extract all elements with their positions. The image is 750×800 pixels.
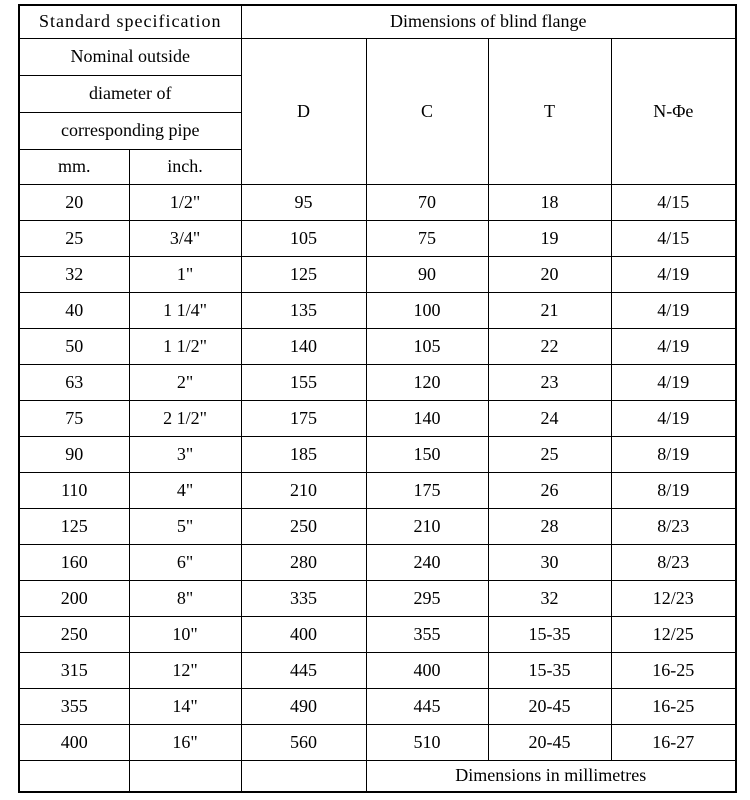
cell: 4/15 [611,184,736,220]
cell: 26 [488,472,611,508]
cell: 10" [129,616,241,652]
table-row [19,364,736,400]
cell: 63 [19,364,129,400]
table-row [19,436,736,472]
cell: 4/19 [611,364,736,400]
cell: 70 [366,184,488,220]
cell: 4" [129,472,241,508]
table-row [19,472,736,508]
cell: 15-35 [488,652,611,688]
cell: 12/23 [611,580,736,616]
cell: 22 [488,328,611,364]
cell: 105 [366,328,488,364]
cell: 12/25 [611,616,736,652]
cell: 8" [129,580,241,616]
unit-inch-header: inch. [129,149,241,184]
cell: 250 [19,616,129,652]
table-row [19,220,736,256]
cell: 250 [241,508,366,544]
table-row [19,616,736,652]
cell: 16" [129,724,241,760]
table-row [19,184,736,220]
cell: 20 [488,256,611,292]
cell: 355 [366,616,488,652]
nominal-line-1: Nominal outside [19,38,241,75]
cell: 175 [241,400,366,436]
cell: 1 1/2" [129,328,241,364]
cell: 140 [241,328,366,364]
cell: 28 [488,508,611,544]
empty-cell [241,760,366,792]
cell: 1/2" [129,184,241,220]
cell: 445 [241,652,366,688]
blind-flange-table [18,4,737,793]
empty-cell [129,760,241,792]
cell: 110 [19,472,129,508]
cell: 400 [19,724,129,760]
footer-note: Dimensions in millimetres [366,760,736,792]
cell: 3/4" [129,220,241,256]
cell: 200 [19,580,129,616]
cell: 8/19 [611,472,736,508]
cell: 140 [366,400,488,436]
cell: 75 [366,220,488,256]
cell: 20 [19,184,129,220]
cell: 335 [241,580,366,616]
cell: 16-25 [611,652,736,688]
table-row [19,256,736,292]
col-header-t: T [488,38,611,184]
cell: 400 [241,616,366,652]
cell: 400 [366,652,488,688]
cell: 15-35 [488,616,611,652]
footer-row [19,760,736,792]
cell: 100 [366,292,488,328]
cell: 30 [488,544,611,580]
cell: 490 [241,688,366,724]
cell: 2" [129,364,241,400]
cell: 19 [488,220,611,256]
nominal-line-2: diameter of [19,75,241,112]
table-row [19,652,736,688]
nominal-row-1 [19,38,736,75]
blind-flange-header: Dimensions of blind flange [241,5,736,38]
cell: 1" [129,256,241,292]
cell: 295 [366,580,488,616]
table-row [19,724,736,760]
cell: 5" [129,508,241,544]
col-header-d: D [241,38,366,184]
empty-cell [19,760,129,792]
cell: 4/15 [611,220,736,256]
cell: 125 [241,256,366,292]
cell: 20-45 [488,724,611,760]
table-row [19,508,736,544]
cell: 120 [366,364,488,400]
cell: 23 [488,364,611,400]
cell: 185 [241,436,366,472]
cell: 8/23 [611,508,736,544]
cell: 12" [129,652,241,688]
cell: 175 [366,472,488,508]
cell: 155 [241,364,366,400]
cell: 6" [129,544,241,580]
cell: 25 [19,220,129,256]
cell: 14" [129,688,241,724]
cell: 18 [488,184,611,220]
table-row [19,580,736,616]
cell: 32 [488,580,611,616]
cell: 210 [366,508,488,544]
cell: 4/19 [611,328,736,364]
cell: 135 [241,292,366,328]
cell: 3" [129,436,241,472]
cell: 510 [366,724,488,760]
cell: 21 [488,292,611,328]
cell: 90 [366,256,488,292]
cell: 4/19 [611,400,736,436]
cell: 125 [19,508,129,544]
cell: 95 [241,184,366,220]
cell: 24 [488,400,611,436]
table-row [19,400,736,436]
cell: 150 [366,436,488,472]
col-header-c: C [366,38,488,184]
table-row [19,328,736,364]
cell: 2 1/2" [129,400,241,436]
cell: 280 [241,544,366,580]
col-header-n: N-Φe [611,38,736,184]
cell: 25 [488,436,611,472]
unit-mm-header: mm. [19,149,129,184]
cell: 445 [366,688,488,724]
nominal-line-3: corresponding pipe [19,112,241,149]
cell: 210 [241,472,366,508]
table-row [19,544,736,580]
cell: 16-27 [611,724,736,760]
title-row [19,5,736,38]
cell: 8/19 [611,436,736,472]
cell: 90 [19,436,129,472]
cell: 16-25 [611,688,736,724]
cell: 1 1/4" [129,292,241,328]
cell: 50 [19,328,129,364]
data-rows [19,184,736,760]
cell: 75 [19,400,129,436]
cell: 355 [19,688,129,724]
cell: 4/19 [611,292,736,328]
cell: 240 [366,544,488,580]
cell: 560 [241,724,366,760]
cell: 32 [19,256,129,292]
cell: 20-45 [488,688,611,724]
cell: 105 [241,220,366,256]
cell: 8/23 [611,544,736,580]
cell: 160 [19,544,129,580]
standard-spec-header: Standard specification [19,5,241,38]
cell: 40 [19,292,129,328]
table-row [19,688,736,724]
table-row [19,292,736,328]
cell: 315 [19,652,129,688]
cell: 4/19 [611,256,736,292]
